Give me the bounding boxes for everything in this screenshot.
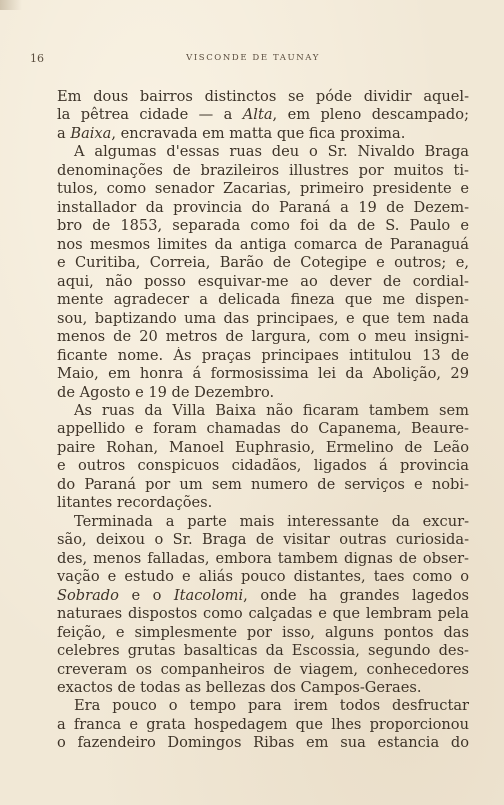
text-line: Terminada a parte mais interessante da excur-	[74, 512, 469, 530]
text-line: são, deixou o Sr. Braga de visitar outras curiosida-	[57, 531, 469, 549]
page-corner-stain	[0, 0, 22, 10]
text-line: vação e estudo e aliás pouco distantes, taes como o	[57, 568, 469, 586]
text-line: appellido e foram chamadas do Capanema, Beaure-	[57, 420, 469, 438]
text-line: nos mesmos limites da antiga comarca de Paranaguá	[57, 235, 469, 253]
body-text	[57, 88, 469, 753]
text-line: paire Rohan, Manoel Euphrasio, Ermelino de Leão	[57, 438, 469, 456]
text-line: Em dous bairros distinctos se póde dividir aquel-	[57, 88, 469, 105]
running-head	[30, 52, 476, 66]
text-line: As ruas da Villa Baixa não ficaram tambem sem	[74, 401, 469, 419]
text-line: e Curitiba, Correia, Barão de Cotegipe e outros; e,	[57, 254, 469, 272]
text-line: Era pouco o tempo para irem todos desfructar	[74, 697, 469, 715]
text-line: celebres grutas basalticas da Escossia, segundo des-	[57, 642, 469, 660]
page-number: 16	[30, 52, 44, 65]
text-line: exactos de todas as bellezas dos Campos-Geraes.	[57, 679, 422, 696]
text-line: naturaes dispostos como calçadas e que lembram pela	[57, 605, 469, 623]
text-line: ficante nome. Ás praças principaes intitulou 13 de	[57, 346, 469, 364]
text-line: tulos, como senador Zacarias, primeiro presidente e	[57, 180, 469, 198]
running-title: VISCONDE DE TAUNAY	[186, 53, 320, 63]
text-line: e outros conspicuos cidadãos, ligados á provincia	[57, 457, 469, 475]
text-line: installador da provincia do Paraná a 19 de Dezem-	[57, 198, 469, 216]
text-line: menos de 20 metros de largura, com o meu insigni-	[57, 328, 469, 346]
text-line: a Baixa, encravada em matta que fica proxima.	[57, 124, 406, 142]
text-line: feição, e simplesmente por isso, alguns pontos das	[57, 623, 469, 641]
text-line: a franca e grata hospedagem que lhes proporcionou	[57, 715, 469, 733]
text-line: denominações de brazileiros illustres por muitos ti-	[57, 161, 469, 179]
text-line: bro de 1853, separada como foi da de S. Paulo e	[57, 217, 469, 235]
text-line: do Paraná por um sem numero de serviços e nobi-	[57, 475, 469, 493]
text-line: litantes recordações.	[57, 494, 213, 512]
text-line: sou, baptizando uma das principaes, e que tem nada	[57, 309, 469, 327]
text-line: A algumas d'essas ruas deu o Sr. Nivaldo Braga	[74, 143, 469, 161]
text-line: de Agosto e 19 de Dezembro.	[57, 383, 275, 401]
text-line: aqui, não posso esquivar-me ao dever de cordial-	[57, 272, 469, 290]
text-line: o fazendeiro Domingos Ribas em sua estancia do	[57, 734, 469, 752]
text-line: Sobrado e o Itacolomi, onde ha grandes lagedos	[57, 586, 469, 604]
text-line: mente agradecer a delicada fineza que me dispen-	[57, 291, 469, 309]
text-line: Maio, em honra á formosissima lei da Abolição, 29	[57, 365, 469, 383]
text-line: des, menos falladas, embora tambem dignas de obser-	[57, 549, 469, 567]
text-line: la pêtrea cidade — a Alta, em pleno descampado;	[57, 106, 469, 124]
text-line: creveram os companheiros de viagem, conhecedores	[57, 660, 469, 678]
